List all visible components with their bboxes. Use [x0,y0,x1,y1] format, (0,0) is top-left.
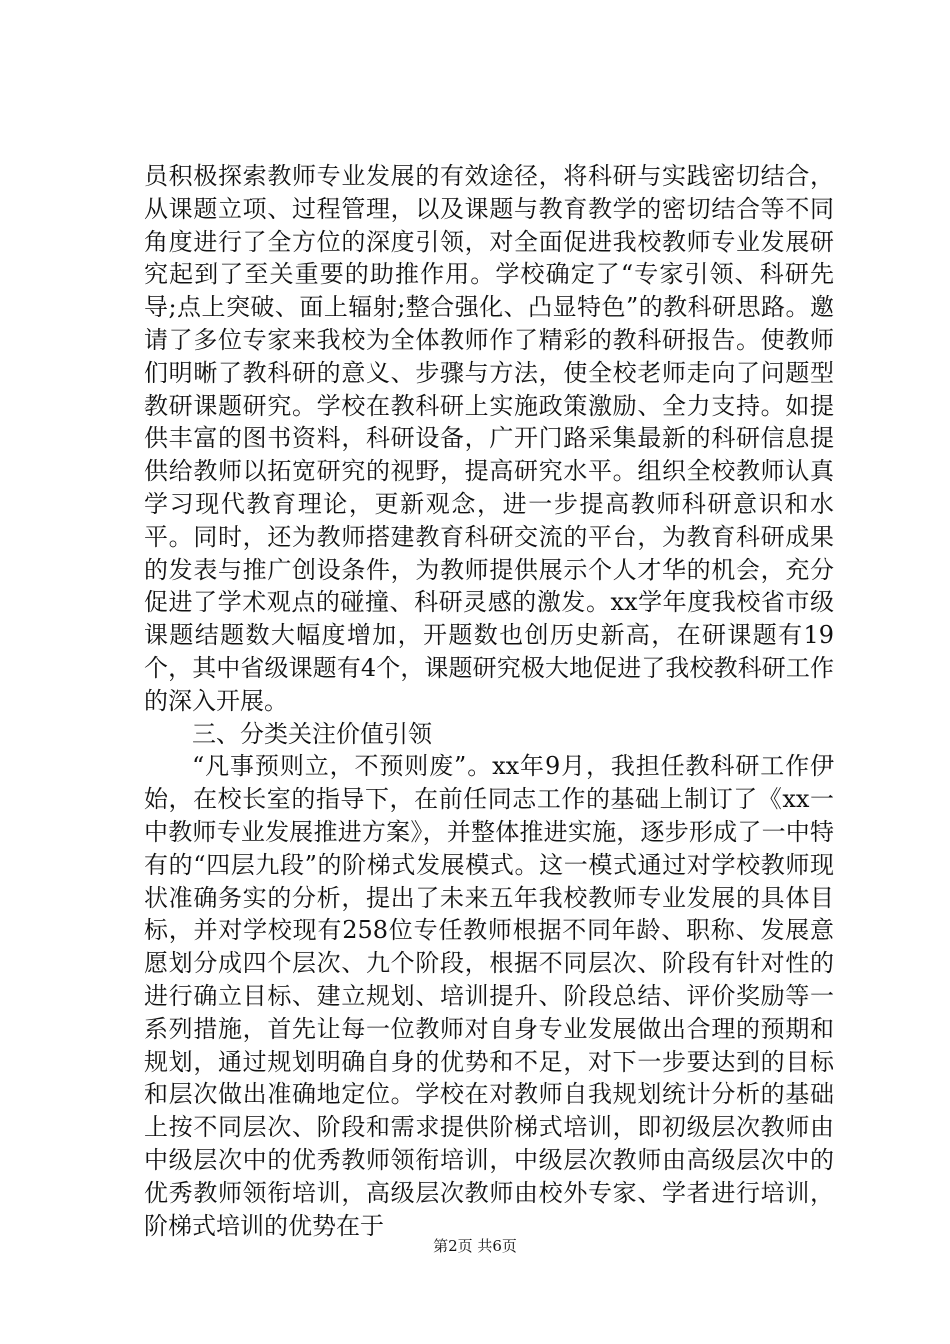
paragraph-research-guidance: 员积极探索教师专业发展的有效途径，将科研与实践密切结合，从课题立项、过程管理，以及课题与教育教学的密切结合等不同角度进行了全方位的深度引领，对全面促进我校教师专业发展研究起到了至关重要的助推作用。学校确定了“专家引领、科研先导;点上突破、面上辐射;整合强化、凸显特色”的教科研思路。邀请了多位专家来我校为全体教师作了精彩的教科研报告。使教师们明晰了教科研的意义、步骤与方法，使全校老师走向了问题型教研课题研究。学校在教科研上实施政策激励、全力支持。如提供丰富的图书资料，科研设备，广开门路采集最新的科研信息提供给教师以拓宽研究的视野，提高研究水平。组织全校教师认真学习现代教育理论，更新观念，进一步提高教师科研意识和水平。同时，还为教师搭建教育科研交流的平台，为教育科研成果的发表与推广创设条件，为教师提供展示个人才华的机会，充分促进了学术观点的碰撞、科研灵感的激发。xx学年度我校省市级课题结题数大幅度增加，开题数也创历史新高，在研课题有19个，其中省级课题有4个，课题研究极大地促进了我校教科研工作的深入开展。 [144,162,834,715]
paragraph-tiered-development: “凡事预则立，不预则废”。xx年9月，我担任教科研工作伊始，在校长室的指导下，在前任同志工作的基础上制订了《xx一中教师专业发展推进方案》，并整体推进实施，逐步形成了一中特有的“四层九段”的阶梯式发展模式。这一模式通过对学校教师现状准确务实的分析，提出了未来五年我校教师专业发展的具体目标，并对学校现有258位专任教师根据不同年龄、职称、发展意愿划分成四个层次、九个阶段，根据不同层次、阶段有针对性的进行确立目标、建立规划、培训提升、阶段总结、评价奖励等一系列措施，首先让每一位教师对自身专业发展做出合理的预期和规划，通过规划明确自身的优势和不足，对下一步要达到的目标和层次做出准确地定位。学校在对教师自我规划统计分析的基础上按不同层次、阶段和需求提供阶梯式培训，即初级层次教师由中级层次中的优秀教师领衔培训，中级层次教师由高级层次中的优秀教师领衔培训，高级层次教师由校外专家、学者进行培训，阶梯式培训的优势在于 [144,752,834,1240]
section-heading-3: 三、分类关注价值引领 [192,719,432,748]
page-number-footer: 第2页 共6页 [433,1237,517,1255]
body-text [144,160,834,1242]
